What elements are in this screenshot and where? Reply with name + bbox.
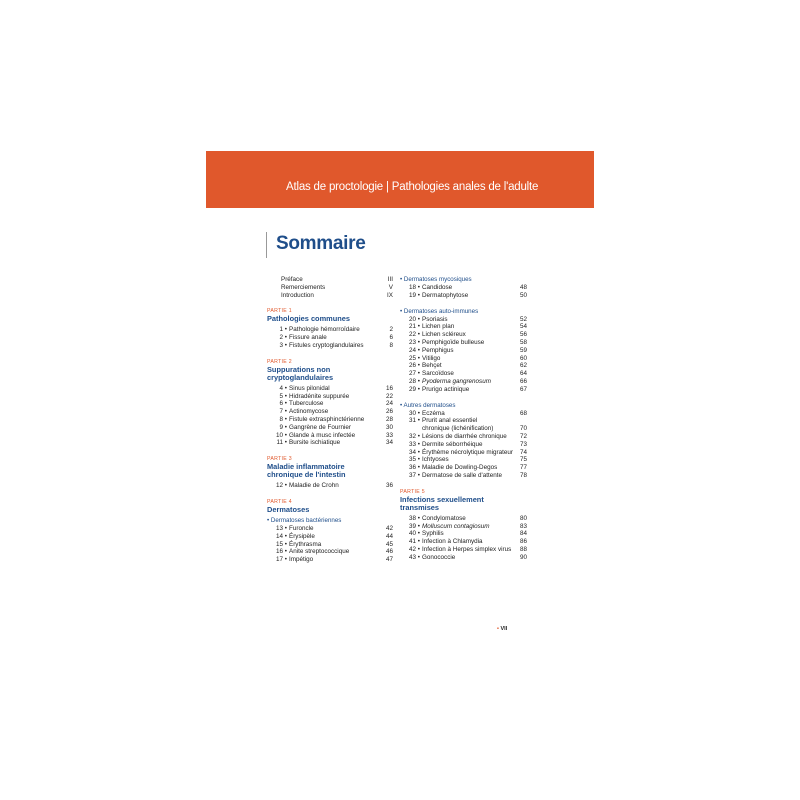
chapter-number: 17 • (276, 556, 287, 564)
entry-label: chronique (lichénification) (422, 425, 494, 433)
entry-label: Candidose (422, 284, 453, 291)
entry-page: 30 (385, 423, 393, 431)
toc-entry (400, 323, 527, 331)
toc-entry (267, 385, 393, 393)
part-1-title (267, 315, 393, 323)
entry-label: Impétigo (289, 556, 314, 564)
entry-page: 26 (385, 408, 393, 416)
toc-entry (400, 554, 527, 562)
toc-entry (400, 331, 527, 339)
toc-entry (400, 433, 527, 441)
front-matter-item (267, 284, 393, 292)
chapter-number: 2 • (279, 334, 287, 342)
entry-page: 72 (519, 432, 527, 440)
entry-label: Lichen scléreux (422, 331, 466, 339)
entry-label: Hidradénite suppurée (289, 392, 350, 400)
part-4-auto-chapters (400, 316, 527, 394)
sub-heading-bacteriennes: • Dermatoses bactériennes (267, 516, 342, 524)
chapter-number: 4 • (279, 384, 287, 392)
chapter-number: 12 • (276, 482, 287, 490)
toc-entry (400, 316, 527, 324)
entry-page: 44 (385, 532, 393, 540)
chapter-number: 33 • (409, 440, 420, 448)
chapter-number: 22 • (409, 331, 420, 339)
entry-label: Remerciements (281, 283, 326, 291)
chapter-number: 40 • (409, 530, 420, 538)
chapter-number: 29 • (409, 385, 420, 393)
entry-label: Fissure anale (289, 334, 327, 342)
entry-page: 8 (389, 341, 393, 349)
chapter-number: 18 • (409, 284, 420, 291)
toc-entry (267, 326, 393, 334)
entry-label: Pathologie hémorroïdaire (289, 326, 360, 334)
part-3-chapters (267, 482, 393, 490)
entry-label: Introduction (281, 291, 314, 299)
toc-entry (267, 548, 393, 556)
entry-label: Sarcoïdose (422, 370, 454, 378)
toc-column-left (267, 276, 393, 564)
entry-label: Gonococcie (422, 553, 456, 561)
toc-entry (400, 370, 527, 378)
chapter-number: 42 • (409, 545, 420, 553)
chapter-number: 26 • (409, 362, 420, 370)
part-5-chapters (400, 515, 527, 562)
entry-page: 34 (385, 439, 393, 447)
chapter-number: 19 • (409, 291, 420, 299)
entry-page: 46 (385, 548, 393, 556)
entry-label: Lésions de diarrhée chronique (422, 432, 507, 440)
entry-page: 83 (519, 522, 527, 530)
entry-label: Gangrène de Fournier (289, 423, 351, 431)
part-3-title (267, 463, 393, 479)
chapter-number: 16 • (276, 548, 287, 556)
toc-entry (267, 541, 393, 549)
entry-label: Psoriasis (422, 315, 448, 323)
part-title-line: Pathologies communes (267, 314, 350, 324)
part-title-line: Dermatoses (267, 504, 310, 514)
part-title-line: chronique de l'intestin (267, 470, 346, 480)
page-title: Sommaire (276, 233, 366, 254)
entry-page: 62 (519, 362, 527, 370)
chapter-number: 11 • (276, 439, 287, 447)
entry-label: Lichen plan (422, 323, 455, 331)
toc-entry (267, 334, 393, 342)
entry-label: Infection à Herpes simplex virus (422, 545, 512, 553)
entry-page: V (388, 283, 393, 291)
entry-page: 84 (519, 530, 527, 538)
toc-entry (267, 482, 393, 490)
entry-label: Fistule extrasphinctérienne (289, 415, 365, 423)
entry-label: Tuberculose (289, 400, 324, 408)
toc-entry (267, 556, 393, 564)
entry-page: 77 (519, 464, 527, 472)
entry-page: 6 (389, 334, 393, 342)
chapter-number: 8 • (279, 415, 287, 423)
chapter-number: 20 • (409, 315, 420, 323)
toc-entry (400, 515, 527, 523)
entry-label: Molluscum contagiosum (422, 522, 490, 530)
entry-label: Pemphigoïde bulleuse (422, 338, 485, 346)
entry-page: 24 (385, 400, 393, 408)
toc-entry (267, 439, 393, 447)
part-3-tag: PARTIE 3 (267, 456, 292, 463)
entry-page: 75 (519, 456, 527, 464)
chapter-number: 36 • (409, 464, 420, 472)
part-5-tag: PARTIE 5 (400, 488, 425, 495)
front-matter-list (267, 276, 393, 299)
entry-page: 42 (385, 524, 393, 532)
toc-entry (400, 378, 527, 386)
entry-page: 66 (519, 377, 527, 385)
toc-entry (400, 410, 527, 418)
entry-page: IX (387, 291, 393, 299)
sub-heading-mycosiques: • Dermatoses mycosiques (400, 276, 472, 283)
entry-page: 16 (385, 384, 393, 392)
entry-label: Anite streptococcique (289, 548, 350, 556)
part-2-title (267, 366, 393, 382)
toc-entry (267, 393, 393, 401)
entry-label: Maladie de Dowling-Degos (422, 464, 498, 472)
toc-entry (400, 472, 527, 480)
toc-entry (400, 523, 527, 531)
chapter-number: 15 • (276, 540, 287, 548)
entry-page: 67 (519, 385, 527, 393)
part-title-line: cryptoglandulaires (267, 372, 334, 382)
entry-page: 68 (519, 409, 527, 417)
entry-label: Sinus pilonidal (289, 384, 330, 392)
entry-page: 22 (385, 392, 393, 400)
toc-entry (400, 347, 527, 355)
entry-label: Condylomatose (422, 514, 466, 522)
toc-entry (400, 355, 527, 363)
entry-page: 59 (519, 346, 527, 354)
part-2-tag: PARTIE 2 (267, 358, 292, 365)
entry-page: 64 (519, 370, 527, 378)
entry-page: 48 (519, 284, 527, 291)
toc-entry (267, 432, 393, 440)
entry-label: Dermatose de salle d'attente (422, 471, 502, 479)
page-folio (497, 626, 507, 632)
entry-page: 58 (519, 338, 527, 346)
entry-page: 73 (519, 440, 527, 448)
toc-entry (400, 425, 527, 433)
entry-label: Dermite séborrhéique (422, 440, 483, 448)
part-4-tag: PARTIE 4 (267, 498, 292, 505)
entry-page: 36 (385, 482, 393, 490)
entry-label: Préface (281, 276, 303, 283)
folio-bullet: • (497, 626, 499, 632)
entry-label: Infection à Chlamydia (422, 538, 483, 546)
entry-page: 2 (389, 326, 393, 334)
entry-label: Ichtyoses (422, 456, 449, 464)
toc-entry (400, 464, 527, 472)
entry-label: Actinomycose (289, 408, 329, 416)
entry-label: Vitiligo (422, 354, 441, 362)
chapter-number: 35 • (409, 456, 420, 464)
chapter-number: 25 • (409, 354, 420, 362)
chapter-number: 34 • (409, 448, 420, 456)
toc-entry (267, 424, 393, 432)
entry-label: Érythème nécrolytique migrateur (422, 448, 513, 456)
part-4-autres-chapters (400, 410, 527, 480)
part-title-line: transmises (400, 502, 440, 512)
chapter-number: 10 • (276, 431, 287, 439)
entry-page: 60 (519, 354, 527, 362)
toc-entry (267, 342, 393, 350)
part-4-bact-chapters (267, 525, 393, 564)
toc-entry (400, 339, 527, 347)
chapter-number: 14 • (276, 532, 287, 540)
entry-page: 80 (519, 514, 527, 522)
entry-page: 56 (519, 331, 527, 339)
chapter-number: 6 • (279, 400, 287, 408)
toc-entry (400, 449, 527, 457)
toc-entry (400, 538, 527, 546)
entry-page: 52 (519, 315, 527, 323)
entry-label: Bursite ischiatique (289, 439, 341, 447)
entry-page: 70 (519, 425, 527, 433)
entry-label: Pemphigus (422, 346, 454, 354)
part-title-line: Infections sexuellement (400, 494, 484, 504)
entry-label: Érythrasma (289, 540, 322, 548)
entry-label: Syphilis (422, 530, 444, 538)
chapter-number: 28 • (409, 377, 420, 385)
chapter-number: 38 • (409, 514, 420, 522)
chapter-number: 13 • (276, 524, 287, 532)
book-title: Atlas de proctologie | Pathologies anales de l'adulte (286, 181, 539, 193)
entry-label: Eczéma (422, 409, 445, 417)
entry-label: Furoncle (289, 524, 314, 532)
entry-page: 28 (385, 415, 393, 423)
entry-page: 86 (519, 538, 527, 546)
part-5-title (400, 496, 527, 512)
entry-page: III (387, 276, 393, 283)
chapter-number: 27 • (409, 370, 420, 378)
entry-label: Fistules cryptoglandulaires (289, 341, 364, 349)
entry-page: 74 (519, 448, 527, 456)
toc-entry (400, 292, 527, 300)
entry-page: 33 (385, 431, 393, 439)
toc-entry (400, 546, 527, 554)
sub-heading-autres: • Autres dermatoses (400, 401, 456, 409)
entry-label: Érysipèle (289, 532, 315, 540)
chapter-number: 21 • (409, 323, 420, 331)
toc-entry (400, 441, 527, 449)
sub-heading-auto-immunes: • Dermatoses auto-immunes (400, 307, 479, 315)
entry-page: 90 (519, 553, 527, 561)
toc-entry (267, 525, 393, 533)
chapter-number: 23 • (409, 338, 420, 346)
part-4-myco-chapters (400, 284, 527, 300)
entry-label: Prurigo actinique (422, 385, 470, 393)
part-4-title (267, 506, 393, 514)
chapter-number: 1 • (279, 326, 287, 334)
part-title-line: Maladie inflammatoire (267, 462, 345, 472)
chapter-number: 5 • (279, 392, 287, 400)
chapter-number: 37 • (409, 471, 420, 479)
entry-label: Behçet (422, 362, 442, 370)
toc-entry (400, 530, 527, 538)
chapter-number: 32 • (409, 432, 420, 440)
part-1-chapters (267, 326, 393, 349)
part-1-tag: PARTIE 1 (267, 308, 292, 315)
title-rule (266, 232, 267, 258)
chapter-number: 31 • (409, 417, 420, 425)
entry-page: 78 (519, 471, 527, 479)
entry-page: 45 (385, 540, 393, 548)
entry-page: 47 (385, 556, 393, 564)
chapter-number: 39 • (409, 522, 420, 530)
header-banner (206, 151, 594, 208)
entry-label: Dermatophytose (422, 291, 469, 299)
entry-page: 50 (519, 291, 527, 299)
entry-label: Prurit anal essentiel (422, 417, 478, 425)
toc-entry (400, 456, 527, 464)
toc-column-right (400, 276, 527, 562)
toc-entry (400, 284, 527, 292)
folio-number: VII (500, 626, 508, 632)
toc-entry (400, 417, 527, 425)
toc-entry (400, 362, 527, 370)
entry-label: Pyoderma gangrenosum (422, 377, 491, 385)
toc-entry (267, 416, 393, 424)
chapter-number: 9 • (279, 423, 287, 431)
entry-label: Glande à musc infectée (289, 431, 356, 439)
chapter-number: 3 • (279, 341, 287, 349)
front-matter-item (267, 292, 393, 300)
toc-entry (400, 386, 527, 394)
chapter-number: 30 • (409, 409, 420, 417)
entry-page: 88 (519, 545, 527, 553)
entry-label: Maladie de Crohn (289, 482, 339, 490)
chapter-number: 41 • (409, 538, 420, 546)
toc-entry (267, 533, 393, 541)
chapter-number: 7 • (279, 408, 287, 416)
part-2-chapters (267, 385, 393, 447)
toc-entry (267, 400, 393, 408)
part-title-line: Suppurations non (267, 364, 331, 374)
chapter-number: 24 • (409, 346, 420, 354)
chapter-number: 43 • (409, 553, 420, 561)
entry-page: 54 (519, 323, 527, 331)
toc-entry (267, 408, 393, 416)
front-matter-item (267, 276, 393, 284)
